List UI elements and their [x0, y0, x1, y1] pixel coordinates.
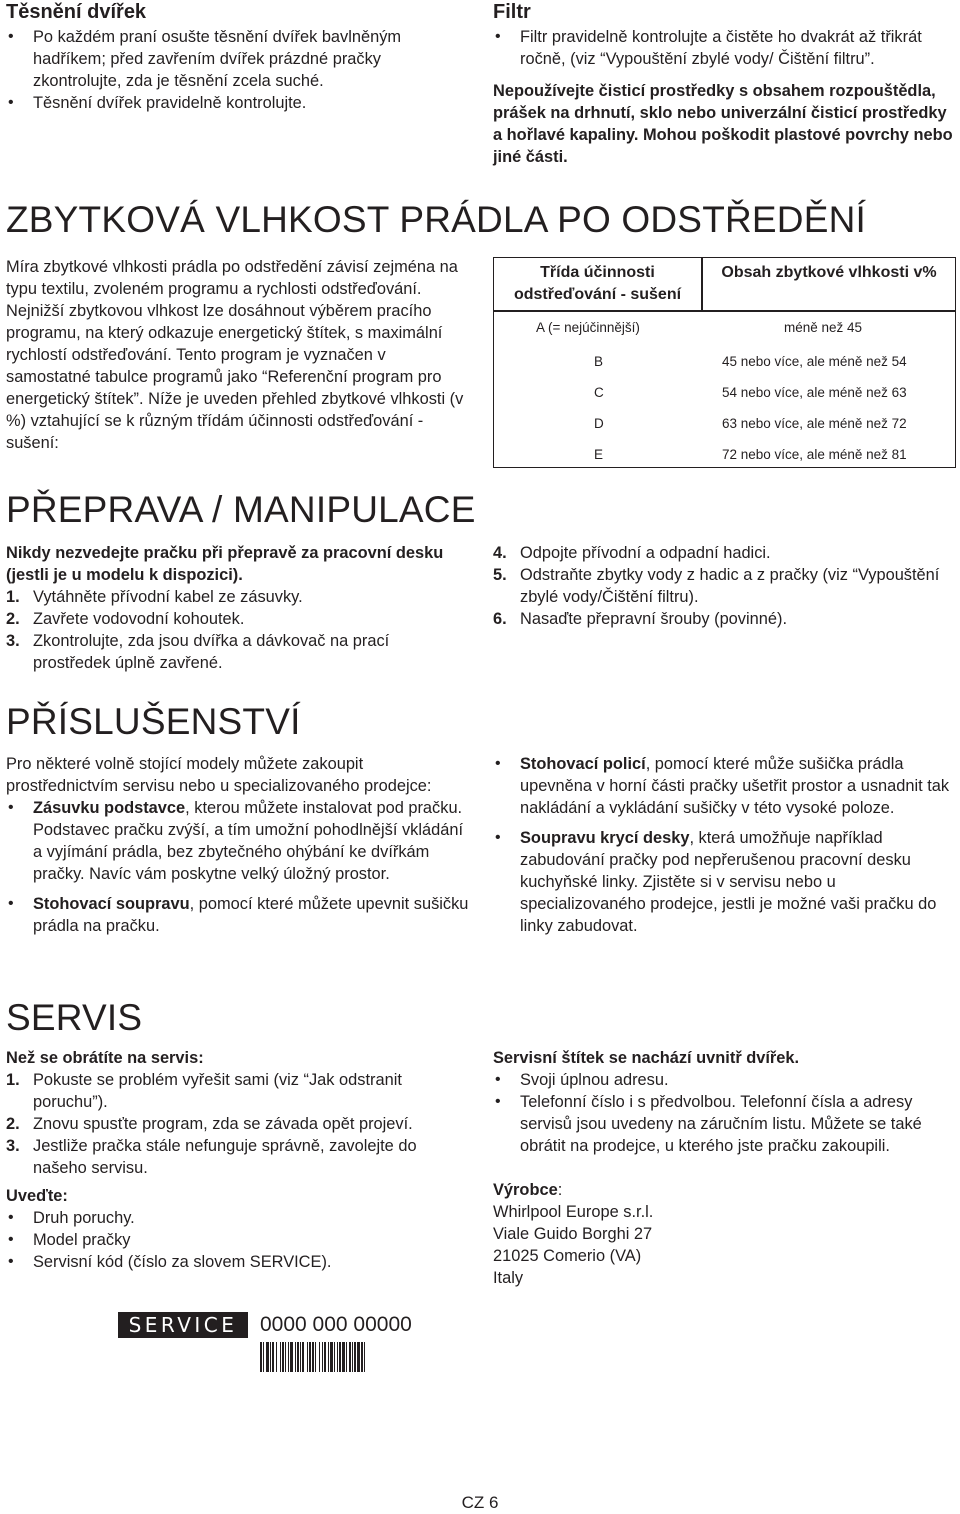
barcode-bar	[288, 1342, 289, 1372]
list-item: 5. Odstraňte zbytky vody z hadic a z pračky (viz “Vypouštění zbylé vody/Čištění filtru).	[493, 566, 940, 606]
accessories-heading: PŘÍSLUŠENSTVÍ	[6, 701, 301, 742]
transport-heading: PŘEPRAVA / MANIPULACE	[6, 489, 476, 530]
barcode-bar	[300, 1342, 301, 1372]
barcode-bar	[346, 1342, 347, 1372]
barcode-bar	[295, 1342, 296, 1372]
barcode-bar	[282, 1342, 284, 1372]
barcode-bar	[330, 1342, 333, 1372]
manufacturer-line: Viale Guido Borghi 27	[493, 1225, 653, 1243]
table-cell-class: A (= nejúčinnější)	[536, 320, 640, 335]
table-cell-class: D	[594, 416, 604, 431]
list-item: 3. Jestliže pračka stále nefunguje správně, zavolejte do našeho servisu.	[6, 1137, 417, 1177]
barcode-bar	[352, 1342, 353, 1372]
door-seal-section	[6, 0, 471, 114]
service-state-list	[6, 1207, 471, 1273]
service-sticker-number: 0000 000 00000	[260, 1313, 412, 1336]
barcode-bar	[319, 1342, 320, 1372]
filter-section	[493, 0, 955, 168]
accessories-list	[493, 753, 955, 937]
list-item: • Telefonní číslo i s předvolbou. Telefonní čísla a adresy servisů jsou uvedeny na záručním listu. Můžete se také obrátit na prodejce, u kterého jste pračku zakoupili.	[493, 1091, 955, 1157]
barcode-bar	[302, 1342, 304, 1372]
table-divider	[494, 310, 955, 312]
transport-right	[493, 542, 955, 630]
transport-steps	[6, 586, 471, 674]
list-item: 3. Zkontrolujte, zda jsou dvířka a dávkovač na prací prostředek úplně zavřené.	[6, 632, 390, 672]
list-item: • Stohovací soupravu, pomocí které můžete upevnit sušičku prádla na pračku.	[6, 893, 471, 937]
moisture-heading: ZBYTKOVÁ VLHKOST PRÁDLA PO ODSTŘEDĚNÍ	[6, 199, 866, 240]
manufacturer-line: 21025 Comerio (VA)	[493, 1247, 642, 1265]
barcode-bar	[337, 1342, 338, 1372]
barcode-image	[260, 1342, 420, 1372]
service-before-heading: Než se obrátíte na servis:	[6, 1049, 204, 1067]
table-cell-class: B	[594, 354, 604, 369]
barcode-bar	[324, 1342, 326, 1372]
list-item: • Filtr pravidelně kontrolujte a čistěte ho dvakrát až třikrát ročně, (viz “Vypouštění zbylé vody/ Čištění filtru”.	[493, 26, 955, 70]
list-item: • Svoji úplnou adresu.	[493, 1069, 955, 1091]
service-sticker-word: SERVICE	[118, 1312, 248, 1338]
list-item: 1. Pokuste se problém vyřešit sami (viz “Jak odstranit poruchu”).	[6, 1071, 402, 1111]
barcode-bar	[361, 1342, 363, 1372]
table-cell-value: 54 nebo více, ale méně než 63	[722, 385, 907, 400]
barcode-bar	[309, 1342, 311, 1372]
list-item: 1. Vytáhněte přívodní kabel ze zásuvky.	[6, 588, 303, 606]
barcode-bar	[328, 1342, 329, 1372]
filter-heading: Filtr	[493, 1, 531, 23]
list-item: 2. Zavřete vodovodní kohoutek.	[6, 610, 245, 628]
table-header-moisture: Obsah zbytkové vlhkosti v%	[721, 264, 937, 281]
transport-left	[6, 542, 471, 674]
barcode-bar	[334, 1342, 335, 1372]
accessories-list	[6, 797, 471, 937]
service-sticker	[118, 1312, 428, 1374]
table-header-class: Třída účinnosti odstřeďování - sušení	[513, 264, 682, 303]
barcode-bar	[285, 1342, 286, 1372]
service-label-list	[493, 1069, 955, 1157]
moisture-text	[6, 256, 471, 454]
table-cell-value: 72 nebo více, ale méně než 81	[722, 447, 907, 462]
barcode-bar	[349, 1342, 351, 1372]
filter-list	[493, 26, 955, 70]
list-item: • Stohovací policí, pomocí které může sušička prádla upevněna v horní části pračky ušetřit prostor a usnadnit tak nakládání a vykládání sušičky v této vysoké poloze.	[493, 753, 955, 819]
table-cell-class: E	[594, 447, 604, 462]
barcode-bar	[272, 1342, 274, 1372]
list-item: • Po každém praní osušte těsnění dvířek bavlněným hadříkem; před zavřením dvířek prázdné pračky zkontrolujte, zda je těsnění zcela suché.	[6, 26, 471, 92]
service-steps	[6, 1069, 471, 1179]
table-cell-value: 63 nebo více, ale méně než 72	[722, 416, 907, 431]
barcode-bar	[357, 1342, 360, 1372]
barcode-bar	[297, 1342, 299, 1372]
manufacturer-line: Whirlpool Europe s.r.l.	[493, 1203, 654, 1221]
barcode-bar	[307, 1342, 308, 1372]
barcode-bar	[354, 1342, 356, 1372]
barcode-bar	[270, 1342, 271, 1372]
barcode-bar	[322, 1342, 323, 1372]
list-item: 6. Nasaďte přepravní šrouby (povinné).	[493, 610, 787, 628]
service-state-heading: Uveďte:	[6, 1187, 68, 1205]
door-seal-list	[6, 26, 471, 114]
table-cell-value: méně než 45	[784, 320, 863, 335]
barcode-bar	[342, 1342, 345, 1372]
list-item: 2. Znovu spusťte program, zda se závada opět projeví.	[6, 1115, 413, 1133]
table-cell-value: 45 nebo více, ale méně než 54	[722, 354, 907, 369]
accessories-left	[6, 753, 471, 937]
barcode-bar	[290, 1342, 293, 1372]
barcode-bar	[280, 1342, 281, 1372]
list-item: • Model pračky	[6, 1229, 471, 1251]
service-label-heading: Servisní štítek se nachází uvnitř dvířek.	[493, 1049, 800, 1067]
door-seal-heading: Těsnění dvířek	[6, 1, 147, 23]
transport-steps	[493, 542, 955, 630]
barcode-bar	[260, 1342, 262, 1372]
barcode-bar	[266, 1342, 269, 1372]
barcode-bar	[364, 1342, 365, 1372]
list-item: • Těsnění dvířek pravidelně kontrolujte.	[6, 92, 471, 114]
moisture-table	[493, 257, 956, 468]
list-item: • Soupravu krycí desky, která umožňuje například zabudování pračky pod nepřerušenou pracovní desku kuchyňské linky. Zjistěte si v servisu nebo u specializovaného prodejce, jestli je možné vaši pračku do linky zabudovat.	[493, 827, 955, 937]
list-item: 4. Odpojte přívodní a odpadní hadici.	[493, 544, 771, 562]
service-right	[493, 1047, 955, 1289]
list-item: • Druh poruchy.	[6, 1207, 471, 1229]
barcode-bar	[312, 1342, 314, 1372]
table-cell-class: C	[594, 385, 604, 400]
service-left	[6, 1047, 471, 1273]
moisture-paragraph: Nejnižší zbytkovou vlhkost lze dosáhnout výběrem pracího programu, na který odkazuje energetický štítek, s maximální rychlostí odstřeďování. Tento program je vyznačen v samostatné tabulce programů jako “Referenční program pro energetický štítek”. Níže je uveden přehled zbytkové vlhkosti (v %) vztahující se k různým třídám účinnosti odstřeďování - sušení:	[6, 302, 464, 452]
page-number: CZ 6	[461, 1493, 499, 1512]
service-heading: SERVIS	[6, 997, 143, 1038]
barcode-bar	[339, 1342, 341, 1372]
manufacturer-line: Italy	[493, 1269, 524, 1287]
manufacturer-heading: Výrobce:	[493, 1181, 563, 1199]
filter-warning: Nepoužívejte čisticí prostředky s obsahem rozpouštědla, prášek na drhnutí, sklo nebo univerzální čisticí prostředky a hořlavé kapaliny. Mohou poškodit plastové povrchy nebo jiné části.	[493, 82, 953, 166]
moisture-paragraph: Míra zbytkové vlhkosti prádla po odstředění závisí zejména na typu textilu, zvoleném programu a rychlosti odstřeďování.	[6, 258, 458, 298]
list-item: • Zásuvku podstavce, kterou můžete instalovat pod pračku. Podstavec pračku zvýší, a tím umožní pohodlnější vkládání a vyjímání prádla, bez zbytečného ohýbání ke dvířkám pračky. Navíc vám poskytne velký úložný prostor.	[6, 797, 471, 885]
barcode-bar	[263, 1342, 264, 1372]
accessories-intro: Pro některé volně stojící modely můžete zakoupit prostřednictvím servisu nebo u specializovaného prodejce:	[6, 755, 432, 795]
barcode-bar	[315, 1342, 316, 1372]
list-item: • Servisní kód (číslo za slovem SERVICE).	[6, 1251, 471, 1273]
barcode-bar	[276, 1342, 277, 1372]
accessories-right	[493, 753, 955, 937]
transport-warning: Nikdy nezvedejte pračku při přepravě za pracovní desku (jestli je u modelu k dispozici).	[6, 544, 444, 584]
